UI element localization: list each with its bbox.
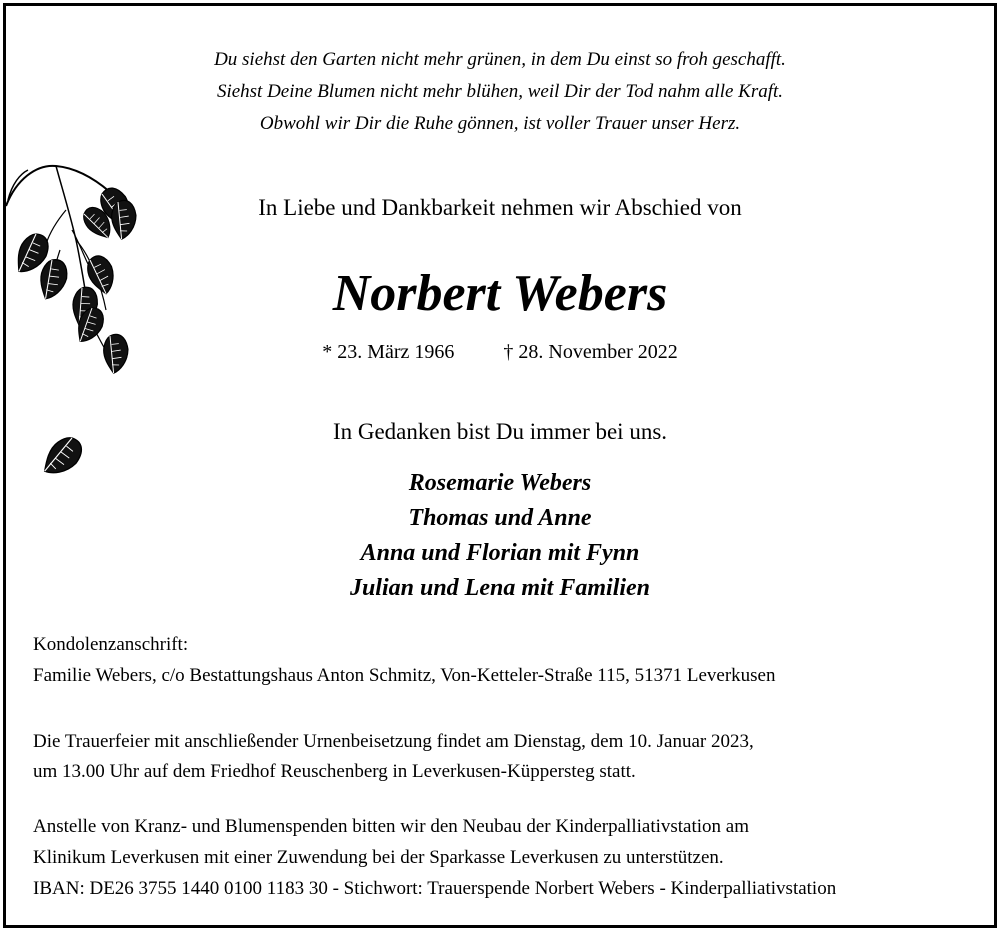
donation-iban-line: IBAN: DE26 3755 1440 0100 1183 30 - Stichwort: Trauerspende Norbert Webers - Kinderpalliativstation bbox=[33, 878, 837, 899]
donation-line: Anstelle von Kranz- und Blumenspenden bitten wir den Neubau der Kinderpalliativstation am bbox=[33, 816, 750, 837]
poem-line: Siehst Deine Blumen nicht mehr blühen, weil Dir der Tod nahm alle Kraft. bbox=[216, 81, 784, 102]
farewell-intro: In Liebe und Dankbarkeit nehmen wir Abschied von bbox=[258, 195, 742, 220]
life-dates bbox=[0, 338, 1000, 366]
condolence-label: Kondolenzanschrift: bbox=[33, 634, 189, 655]
remembrance-line: In Gedanken bist Du immer bei uns. bbox=[332, 419, 668, 444]
condolence-address-line: Familie Webers, c/o Bestattungshaus Anton Schmitz, Von-Ketteler-Straße 115, 51371 Leverkusen bbox=[33, 665, 776, 686]
donation-info bbox=[33, 811, 983, 904]
birth-date: * 23. März 1966 bbox=[322, 341, 455, 363]
ceremony-info bbox=[33, 727, 983, 787]
mourners-list bbox=[0, 466, 1000, 606]
condolence-address bbox=[33, 629, 983, 691]
mourner-line: Rosemarie Webers bbox=[408, 470, 592, 496]
donation-line: Klinikum Leverkusen mit einer Zuwendung bei der Sparkasse Leverkusen zu unterstützen. bbox=[33, 847, 724, 868]
opening-poem bbox=[0, 44, 1000, 140]
ceremony-line: um 13.00 Uhr auf dem Friedhof Reuschenberg in Leverkusen-Küppersteg statt. bbox=[33, 761, 636, 782]
mourner-line: Thomas und Anne bbox=[408, 505, 592, 531]
mourner-line: Julian und Lena mit Familien bbox=[349, 575, 651, 601]
death-date: † 28. November 2022 bbox=[503, 341, 678, 363]
mourner-line: Anna und Florian mit Fynn bbox=[360, 540, 640, 566]
poem-line: Obwohl wir Dir die Ruhe gönnen, ist voller Trauer unser Herz. bbox=[259, 113, 741, 134]
ceremony-line: Die Trauerfeier mit anschließender Urnenbeisetzung findet am Dienstag, dem 10. Januar 2023, bbox=[33, 731, 754, 752]
poem-line: Du siehst den Garten nicht mehr grünen, in dem Du einst so froh geschafft. bbox=[214, 49, 786, 70]
deceased-name: Norbert Webers bbox=[332, 265, 668, 322]
